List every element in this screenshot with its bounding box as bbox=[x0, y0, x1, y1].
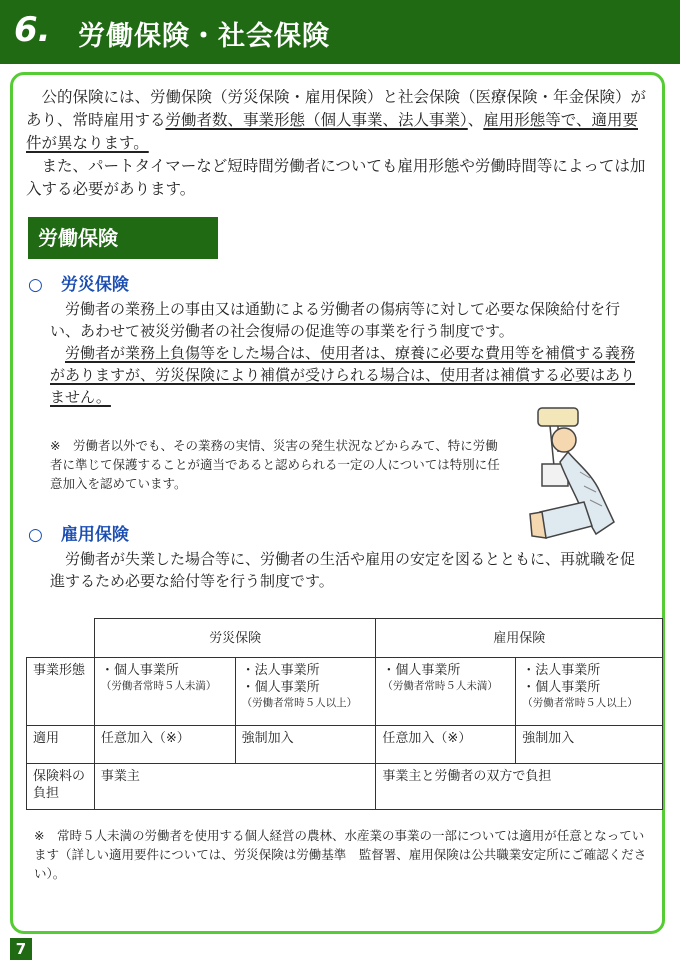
page-header bbox=[0, 0, 680, 64]
subsection-koyou-title: 雇用保険 bbox=[60, 525, 129, 545]
subsection-rousai-title: 労災保険 bbox=[60, 275, 129, 295]
chapter-title: 労働保険・社会保険 bbox=[78, 21, 330, 52]
intro-text bbox=[26, 86, 646, 201]
underlined-requirement-2: 雇用形態等で、適用要件が異なります。 bbox=[26, 111, 638, 152]
table-corner bbox=[27, 619, 95, 658]
header-rousai: 労災保険 bbox=[94, 619, 376, 658]
subsection-koyou-heading bbox=[28, 520, 129, 545]
insurance-comparison-table bbox=[26, 618, 663, 810]
koyou-description bbox=[50, 548, 640, 592]
row-label-premium-burden: 保険料の負担 bbox=[27, 764, 95, 810]
table-cell: ・法人事業所 ・個人事業所 （労働者常時５人以上） bbox=[516, 658, 663, 726]
table-row bbox=[27, 764, 663, 810]
table-cell: ・法人事業所 ・個人事業所 （労働者常時５人以上） bbox=[235, 658, 376, 726]
intro-paragraph-1: 公的保険には、労働保険（労災保険・雇用保険）と社会保険（医療保険・年金保険）があり、常時雇用する労働者数、事業形態（個人事業、法人事業）、雇用形態等で、適用要件が異なります。 bbox=[26, 88, 647, 152]
chapter-number: 6. bbox=[14, 10, 51, 50]
rousai-paragraph-1: 労働者の業務上の事由又は通勤による労働者の傷病等に対して必要な保険給付を行い、あわせて被災労働者の社会復帰の促進等の事業を行う制度です。 bbox=[50, 300, 621, 340]
section-title-labor-insurance: 労働保険 bbox=[28, 217, 218, 259]
table-row bbox=[27, 658, 663, 726]
rousai-note: ※ 労働者以外でも、その業務の実情、災害の発生状況などからみて、特に労働者に準じて保護することが適当であると認められる一定の人については特別に任意加入を認めています。 bbox=[50, 438, 500, 491]
table-cell: ・個人事業所 （労働者常時５人未満） bbox=[94, 658, 235, 726]
table-cell: 事業主 bbox=[94, 764, 376, 810]
row-label-application: 適用 bbox=[27, 726, 95, 764]
footnote: ※ 常時５人未満の労働者を使用する個人経営の農林、水産業の事業の一部については適用が任意となっています（詳しい適用要件については、労災保険は労働基準 監督署、雇用保険は公共職業安定所にご確認ください）。 bbox=[34, 828, 647, 881]
table-cell: 強制加入 bbox=[235, 726, 376, 764]
rousai-description bbox=[50, 298, 640, 408]
intro-paragraph-2: また、パートタイマーなど短時間労働者についても雇用形態や労働時間等によっては加入する必要があります。 bbox=[26, 157, 646, 198]
table-header-row bbox=[27, 619, 663, 658]
table-cell: 任意加入（※） bbox=[94, 726, 235, 764]
header-koyou: 雇用保険 bbox=[376, 619, 663, 658]
koyou-paragraph-1: 労働者が失業した場合等に、労働者の生活や雇用の安定を図るとともに、再就職を促進するため必要な給付等を行う制度です。 bbox=[50, 550, 636, 590]
row-label-business-type: 事業形態 bbox=[27, 658, 95, 726]
table-row bbox=[27, 726, 663, 764]
underlined-requirement-1: 労働者数、事業形態（個人事業、法人事業） bbox=[165, 111, 468, 129]
table-cell: 強制加入 bbox=[516, 726, 663, 764]
table-cell: 事業主と労働者の双方で負担 bbox=[376, 764, 663, 810]
rousai-paragraph-2: 労働者が業務上負傷等をした場合は、使用者は、療養に必要な費用等を補償する義務がありますが、労災保険により補償が受けられる場合は、使用者は補償する必要はありません。 bbox=[50, 344, 636, 406]
injured-arm-illustration bbox=[520, 402, 630, 544]
table-cell: 任意加入（※） bbox=[376, 726, 516, 764]
page-number: 7 bbox=[10, 938, 32, 960]
circle-bullet-icon: ○ bbox=[28, 275, 43, 295]
circle-bullet-icon: ○ bbox=[28, 525, 43, 545]
table-cell: ・個人事業所 （労働者常時５人未満） bbox=[376, 658, 516, 726]
subsection-rousai-heading bbox=[28, 270, 129, 295]
